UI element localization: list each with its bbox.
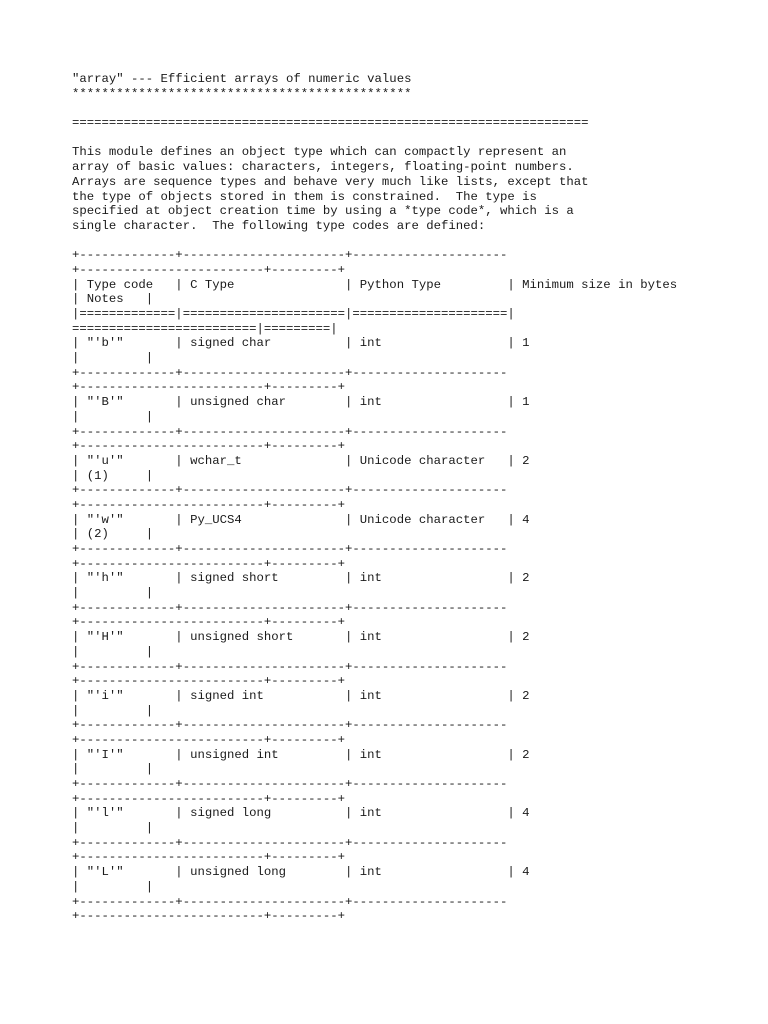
document-line: +-------------------------+---------+	[72, 556, 346, 571]
document-line: =========================|=========|	[72, 321, 338, 336]
document-line: +-------------+----------------------+---------------------	[72, 248, 508, 263]
document-line: array of basic values: characters, integers, floating-point numbers.	[72, 160, 574, 175]
document-line: | Type code | C Type | Python Type | Minimum size in bytes	[72, 277, 678, 292]
document-line: | (2) |	[72, 527, 154, 542]
document-line: This module defines an object type which can compactly represent an	[72, 145, 567, 160]
document-line: the type of objects stored in them is constrained. The type is	[72, 189, 537, 204]
document-line: +-------------------------+---------+	[72, 674, 346, 689]
document-line: | |	[72, 409, 154, 424]
document-line: | "'w'" | Py_UCS4 | Unicode character | 4	[72, 512, 530, 527]
document-body	[72, 72, 752, 924]
document-line	[72, 131, 752, 146]
document-line: +-------------+----------------------+---------------------	[72, 424, 508, 439]
document-line: | "'l'" | signed long | int | 4	[72, 806, 530, 821]
document-line: +-------------+----------------------+---------------------	[72, 835, 508, 850]
document-line: +-------------------------+---------+	[72, 791, 346, 806]
document-line: +-------------------------+---------+	[72, 909, 346, 924]
document-line: single character. The following type codes are defined:	[72, 218, 486, 233]
document-line: | "'H'" | unsigned short | int | 2	[72, 630, 530, 645]
document-line: |=============|======================|=====================|	[72, 307, 515, 321]
document-line: +-------------+----------------------+---------------------	[72, 777, 508, 791]
document-line: +-------------------------+---------+	[72, 497, 346, 512]
document-line: +-------------+----------------------+---------------------	[72, 894, 508, 909]
document-line: | "'i'" | signed int | int | 2	[72, 688, 530, 703]
document-line: +-------------+----------------------+---------------------	[72, 659, 508, 674]
document-line: Arrays are sequence types and behave very much like lists, except that	[72, 174, 589, 189]
document-line: +-------------+----------------------+---------------------	[72, 600, 508, 615]
document-line: +-------------+----------------------+---------------------	[72, 718, 508, 733]
document-line: "array" --- Efficient arrays of numeric values	[72, 72, 412, 86]
document-line: specified at object creation time by using a *type code*, which is a	[72, 204, 574, 219]
document-line: | |	[72, 821, 154, 836]
document-line: | |	[72, 644, 154, 659]
document-line: ======================================================================	[72, 116, 589, 131]
document-line: | (1) |	[72, 468, 154, 483]
document-line: | |	[72, 586, 154, 601]
document-line: +-------------+----------------------+---------------------	[72, 365, 508, 380]
document-line: | "'I'" | unsigned int | int | 2	[72, 747, 530, 762]
document-line	[72, 234, 752, 249]
document-line: | Notes |	[72, 292, 154, 307]
document-line	[72, 101, 752, 116]
document-line: | |	[72, 703, 154, 718]
document-line: +-------------------------+---------+	[72, 615, 346, 630]
document-line: +-------------+----------------------+---------------------	[72, 542, 508, 556]
document-line: **********************************************	[72, 86, 412, 101]
document-line: | |	[72, 762, 154, 777]
document-line: +-------------+----------------------+---------------------	[72, 483, 508, 498]
document-line: | "'L'" | unsigned long | int | 4	[72, 865, 530, 880]
document-line: +-------------------------+---------+	[72, 850, 346, 865]
document-line: | "'u'" | wchar_t | Unicode character | 2	[72, 453, 530, 468]
document-line: | "'B'" | unsigned char | int | 1	[72, 395, 530, 410]
document-line: +-------------------------+---------+	[72, 439, 346, 454]
document-line: +-------------------------+---------+	[72, 732, 346, 747]
document-line: | "'b'" | signed char | int | 1	[72, 336, 530, 351]
document-line: +-------------------------+---------+	[72, 380, 346, 395]
document-line: +-------------------------+---------+	[72, 262, 346, 277]
document-line: | "'h'" | signed short | int | 2	[72, 571, 530, 586]
document-line: | |	[72, 351, 154, 366]
document-line: | |	[72, 879, 154, 894]
